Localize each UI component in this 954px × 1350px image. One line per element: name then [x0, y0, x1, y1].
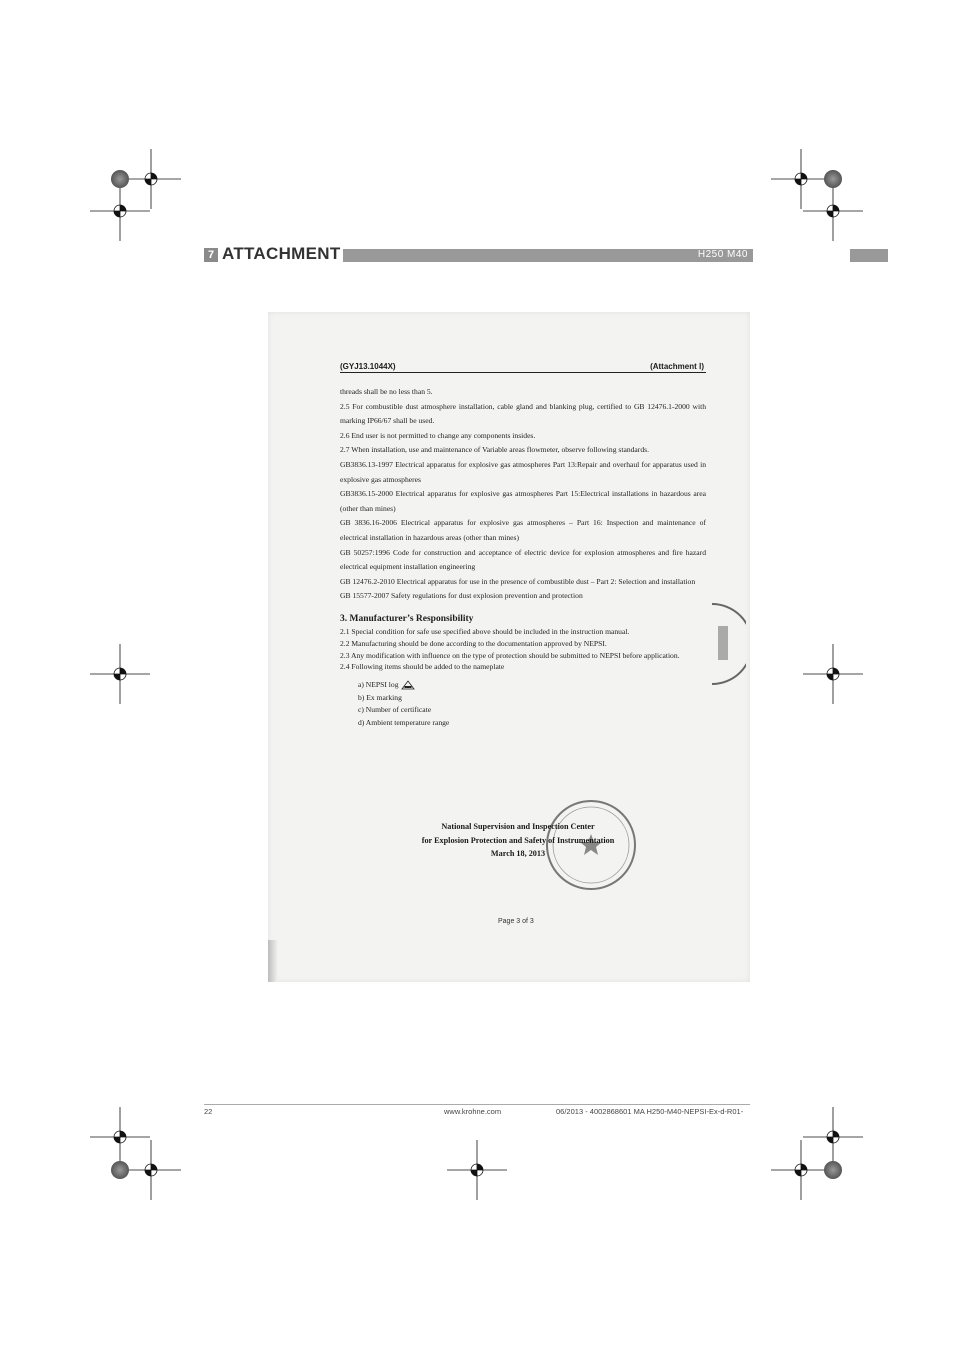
list-item: 2.3 Any modification with influence on the type of protection should be submitted to NEPSI before application. — [340, 650, 680, 660]
crosshair-icon — [90, 644, 150, 704]
registration-dot-icon — [111, 1161, 129, 1179]
signature-line: National Supervision and Inspection Center — [441, 822, 595, 831]
page-number: 22 — [204, 1107, 213, 1116]
paragraph: 2.6 End user is not permitted to change any components insides. — [340, 430, 536, 440]
signature-block — [388, 820, 648, 861]
crosshair-icon — [121, 149, 181, 209]
scanned-certificate — [268, 312, 750, 982]
signature-line: for Explosion Protection and Safety of Instrumentation — [421, 835, 615, 845]
crosshair-icon — [771, 149, 831, 209]
scan-page-number: Page 3 of 3 — [498, 918, 534, 925]
list-item: c) Number of certificate — [358, 705, 432, 715]
chapter-number: 7 — [204, 248, 218, 262]
paragraph: GB3836.15-2000 Electrical apparatus for explosive gas atmospheres Part 15:Electrical installations in hazardous area (other than mines) — [340, 489, 706, 513]
nameplate-list — [358, 679, 706, 729]
crosshair-icon — [90, 1107, 150, 1167]
paragraph: 2.5 For combustible dust atmosphere installation, cable gland and blanking plug, certified to GB 12476.1-2000 with marking IP66/67 shall be used. — [340, 401, 706, 426]
list-item: a) NEPSI log — [358, 679, 706, 692]
section3-list — [340, 626, 706, 673]
paragraph: GB 50257:1996 Code for construction and acceptance of electric device for explosion atmospheres and fire hazard electrical equipment installation engineering — [340, 547, 706, 572]
attachment-label: (Attachment Ⅰ) — [650, 362, 704, 371]
registration-dot-icon — [824, 170, 842, 188]
registration-dot-icon — [824, 1161, 842, 1179]
paragraph: GB 12476.2-2010 Electrical apparatus for use in the presence of combustible dust – Part 2: Selection and installation — [340, 576, 696, 586]
paragraph: GB 15577-2007 Safety regulations for dust explosion prevention and protection — [340, 591, 583, 601]
crosshair-icon — [90, 181, 150, 241]
list-item: d) Ambient temperature range — [358, 717, 450, 727]
list-item: 2.4 Following items should be added to the nameplate — [340, 662, 505, 672]
section-title: 3. Manufacturer’s Responsibility — [340, 613, 474, 624]
paragraph: GB 3836.16-2006 Electrical apparatus for explosive gas atmospheres – Part 16: Inspection and maintenance of electrical installation in hazardous areas (other than mines) — [340, 518, 706, 542]
crosshair-icon — [121, 1140, 181, 1200]
header-bar — [343, 249, 753, 262]
crosshair-icon — [771, 1140, 831, 1200]
product-code: H250 M40 — [697, 249, 748, 260]
list-item: b) Ex marking — [358, 692, 402, 702]
list-item: 2.2 Manufacturing should be done according to the documentation approved by NEPSI. — [340, 638, 607, 648]
crosshair-icon — [803, 644, 863, 704]
crosshair-icon — [803, 181, 863, 241]
signature-date: March 18, 2013 — [490, 849, 546, 859]
paragraph: 2.7 When installation, use and maintenance of Variable areas flowmeter, observe following standards. — [340, 445, 649, 455]
footer-doc-code: 06/2013 - 4002868601 MA H250-M40-NEPSI-Ex-d-R01- — [556, 1107, 744, 1116]
footer-website: www.krohne.com — [444, 1107, 502, 1116]
nepsi-logo-icon — [401, 680, 415, 690]
chapter-edge-tab — [850, 249, 888, 262]
crosshair-icon — [803, 1107, 863, 1167]
registration-dot-icon — [111, 170, 129, 188]
footer-rule — [204, 1104, 750, 1105]
certificate-header — [340, 362, 706, 373]
side-seal-icon — [706, 602, 746, 686]
chapter-title: ATTACHMENT — [222, 244, 341, 263]
paragraph: GB3836.13-1997 Electrical apparatus for explosive gas atmospheres Part 13:Repair and overhaul for apparatus used in explosive gas atmospheres — [340, 459, 706, 484]
certificate-ref: (GYJ13.1044X) — [340, 362, 396, 371]
list-item: 2.1 Special condition for safe use specified above should be included in the instruction manual. — [340, 626, 630, 636]
scan-shadow — [268, 940, 278, 982]
crosshair-icon — [447, 1140, 507, 1200]
paragraph: threads shall be no less than 5. — [340, 387, 433, 396]
certificate-body — [340, 362, 706, 729]
